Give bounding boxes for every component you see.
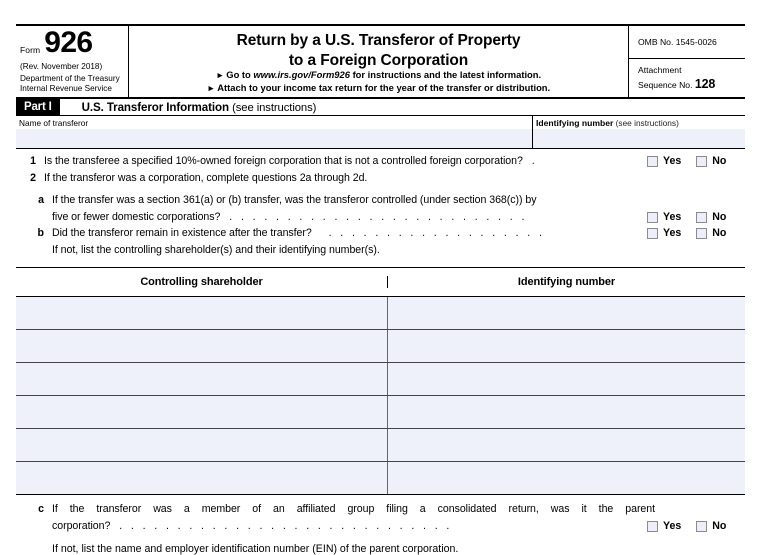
table-row (16, 363, 745, 396)
attach-text: Attach to your income tax return for the year of the transfer or distribution. (217, 81, 551, 93)
question-1-no-label: No (712, 155, 727, 168)
form-title-block (129, 26, 629, 97)
form-url-link[interactable]: www.irs.gov/Form926 (253, 69, 350, 80)
arrow-right-icon-2: ► (206, 82, 216, 93)
question-1-no-checkbox[interactable] (696, 156, 707, 167)
question-2c-answer-group (641, 518, 745, 535)
question-2b-number: b (37, 227, 44, 240)
question-1-number: 1 (30, 155, 36, 168)
controlling-shareholder-table (16, 267, 745, 495)
part-1-title-text: U.S. Transferor Information (81, 100, 229, 114)
identifying-number-label (533, 116, 745, 129)
table-row (16, 297, 745, 330)
table-header-identifying-number: Identifying number (517, 276, 616, 289)
question-2b-yes-checkbox[interactable] (647, 228, 658, 239)
table-header-controlling-shareholder: Controlling shareholder (16, 276, 388, 288)
question-2a-leader: . . . . . . . . . . . . . . . . . . . . . . . . . . (229, 210, 528, 223)
attachment-label: Attachment (638, 65, 682, 75)
question-2-row (16, 170, 745, 187)
table-header-row (16, 268, 745, 297)
name-of-transferor-label: Name of transferor (16, 116, 532, 129)
question-1-row (16, 153, 745, 170)
part-1-header-bar (16, 97, 745, 116)
irs-form-926 (16, 24, 745, 555)
question-2b-label: Did the transferor remain in existence after the transfer? (52, 227, 312, 240)
question-2c-text-line1: If the transferor was a member of an affiliated group filing a consolidated return, was it the parent (52, 503, 655, 516)
question-2a-no-label: No (712, 210, 727, 223)
shareholder-input-3[interactable] (16, 363, 388, 395)
department-line-1: Department of the Treasury (20, 73, 120, 83)
identifying-number-input-5[interactable] (388, 429, 745, 461)
questions-block (16, 149, 745, 258)
question-2a-yes-label: Yes (663, 210, 682, 223)
question-2b-leader: . . . . . . . . . . . . . . . . . . . (328, 227, 545, 240)
question-2c-note: If not, list the name and employer identification number (EIN) of the parent corporation. (52, 543, 459, 555)
question-1-leader: . (531, 155, 538, 168)
question-2c-yes-checkbox[interactable] (647, 521, 658, 532)
table-row (16, 429, 745, 462)
question-2a-text-line1: If the transfer was a section 361(a) or (b) transfer, was the transferor controlled (under section 368(c)) by (52, 194, 537, 207)
identifying-number-input-4[interactable] (388, 396, 745, 428)
question-2a-number: a (38, 194, 44, 207)
department-line-2: Internal Revenue Service (20, 83, 112, 93)
identifying-number-input-1[interactable] (388, 297, 745, 329)
identifying-number-input-3[interactable] (388, 363, 745, 395)
question-2c-no-checkbox[interactable] (696, 521, 707, 532)
question-2b-answer-group (641, 225, 745, 242)
goto-instruction-line (135, 69, 622, 82)
shareholder-input-5[interactable] (16, 429, 388, 461)
question-2c-leader: . . . . . . . . . . . . . . . . . . . . . . . . . . . . . (119, 519, 453, 532)
attachment-sequence-block (629, 59, 745, 97)
form-number-row (18, 26, 124, 59)
table-row (16, 396, 745, 429)
form-number: 926 (44, 26, 93, 59)
question-2-number: 2 (30, 171, 36, 184)
question-1-text (44, 153, 641, 170)
identifying-number-input-2[interactable] (388, 330, 745, 362)
sequence-line (638, 76, 745, 92)
attach-instruction-line (135, 82, 622, 95)
form-identity-block (16, 26, 129, 97)
part-1-title-note: (see instructions) (232, 101, 317, 114)
form-header (16, 24, 745, 97)
form-title-line-2: to a Foreign Corporation (288, 51, 469, 69)
question-2c-yes-label: Yes (663, 519, 682, 532)
part-1-title (82, 101, 317, 114)
question-1-answer-group (641, 153, 745, 170)
table-row (16, 330, 745, 363)
question-2c-number: c (38, 503, 44, 516)
question-2c-no-label: No (712, 519, 727, 532)
omb-number: OMB No. 1545-0026 (629, 26, 745, 59)
shareholder-input-4[interactable] (16, 396, 388, 428)
name-of-transferor-cell (16, 116, 533, 148)
sequence-number: 128 (694, 77, 716, 92)
question-2b-row (16, 225, 745, 242)
question-2b-no-checkbox[interactable] (696, 228, 707, 239)
question-1-label: Is the transferee a specified 10%-owned foreign corporation that is not a controlled foreign corporation? (44, 155, 523, 168)
identifying-number-label-text: Identifying number (536, 118, 614, 129)
table-row (16, 462, 745, 494)
question-2a-yes-checkbox[interactable] (647, 212, 658, 223)
form-title-line-1: Return by a U.S. Transferor of Property (236, 32, 521, 49)
question-2b-no-label: No (712, 227, 727, 240)
shareholder-input-6[interactable] (16, 462, 388, 494)
name-of-transferor-input[interactable] (16, 129, 532, 148)
shareholder-input-1[interactable] (16, 297, 388, 329)
question-2a-no-checkbox[interactable] (696, 212, 707, 223)
question-1-yes-label: Yes (663, 155, 682, 168)
question-2b-note-row (16, 242, 745, 259)
question-2a-answer-group (641, 209, 745, 226)
form-revision-date: (Rev. November 2018) (20, 61, 103, 71)
form-word-label: Form (20, 45, 41, 55)
goto-prefix: Go to (226, 69, 251, 80)
goto-suffix: for instructions and the latest information. (352, 69, 542, 80)
identifying-number-cell (533, 116, 745, 148)
question-2a-row-line2 (16, 209, 745, 226)
identifying-number-input[interactable] (533, 129, 745, 148)
question-2a-row-line1 (16, 192, 745, 209)
question-2-text: If the transferor was a corporation, complete questions 2a through 2d. (44, 171, 368, 184)
omb-attachment-block (629, 26, 745, 97)
question-2c-block (16, 495, 745, 555)
part-1-tag: Part I (16, 99, 60, 115)
question-2c-row-line1 (16, 501, 745, 518)
question-2b-text (52, 225, 641, 242)
question-2c-label-2: corporation? (52, 519, 111, 532)
sequence-label: Sequence No. (638, 80, 693, 91)
question-2b-note: If not, list the controlling shareholder(s) and their identifying number(s). (52, 243, 380, 256)
identifying-number-input-6[interactable] (388, 462, 745, 494)
transferor-identity-row (16, 116, 745, 149)
question-2c-row-line2 (16, 518, 745, 535)
question-2a-text-line2 (52, 209, 641, 226)
question-2a-label-2: five or fewer domestic corporations? (52, 210, 221, 223)
shareholder-input-2[interactable] (16, 330, 388, 362)
question-2b-yes-label: Yes (663, 227, 682, 240)
identifying-number-note: (see instructions) (615, 118, 679, 129)
question-1-yes-checkbox[interactable] (647, 156, 658, 167)
arrow-right-icon: ► (215, 70, 225, 80)
question-2c-text-line2 (52, 518, 641, 535)
